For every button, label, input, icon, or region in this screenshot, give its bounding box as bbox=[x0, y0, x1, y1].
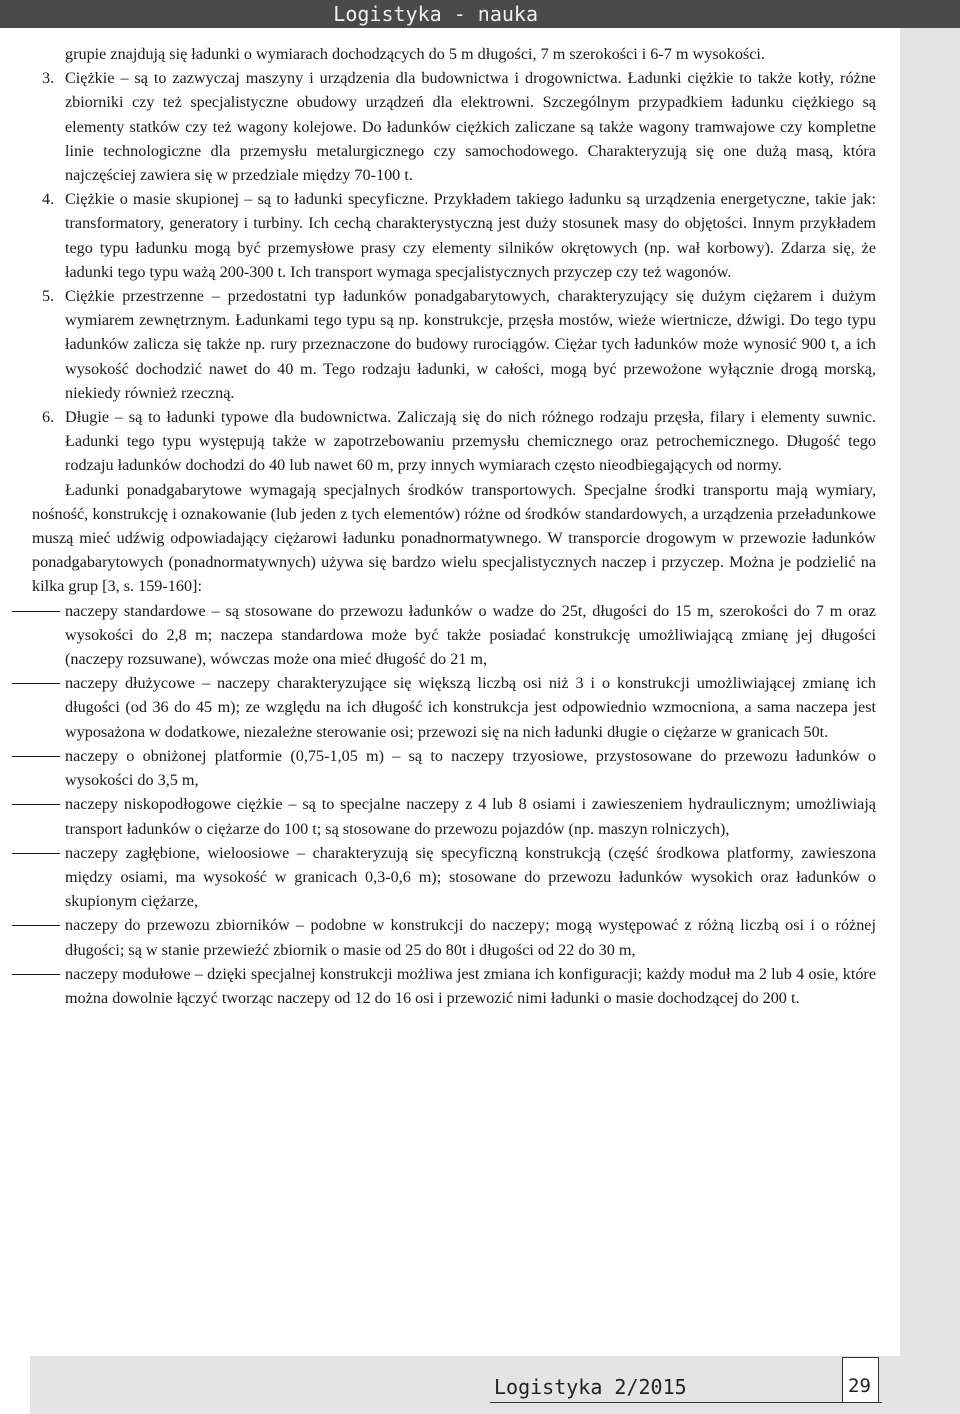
header-title: Logistyka - nauka bbox=[333, 2, 538, 26]
right-margin-shade bbox=[900, 28, 960, 1414]
list-item bbox=[32, 187, 876, 284]
dash-marker bbox=[12, 974, 60, 975]
list-number: 4. bbox=[42, 190, 55, 209]
footer-rule bbox=[490, 1402, 882, 1403]
body-paragraph: Ładunki ponadgabarytowe wymagają specjalnych środków transportowych. Specjalne środki transportu mają wymiary, nośność, konstrukcję i oznakowanie (lub jeden z tych elementów) różne od środków standardowych, a urządzenia przeładunkowe muszą mieć udźwig odpowiadający ciężarowi ładunku ponadnormatywnego. W transporcie drogowym w przewozie ładunków ponadgabarytowych (ponadnormatywnych) używa się bardzo wielu specjalistycznych naczep i przyczep. Można je podzielić na kilka grup [3, s. 159-160]: bbox=[32, 480, 876, 596]
dash-marker bbox=[12, 853, 60, 854]
footer-journal: Logistyka 2/2015 bbox=[494, 1375, 687, 1399]
dash-list-item bbox=[32, 671, 876, 744]
dash-text: naczepy niskopodłogowe ciężkie – są to specjalne naczepy z 4 lub 8 osiami i zawieszeniem hydraulicznym; umożliwiają transport ładunków o ciężarze do 100 t; są stosowane do przewozu pojazdów (np. maszyn rolniczych), bbox=[65, 795, 876, 838]
list-number: 5. bbox=[42, 287, 55, 306]
dash-marker bbox=[12, 611, 60, 612]
dash-text: naczepy standardowe – są stosowane do przewozu ładunków o wadze do 25t, długości do 15 m, szerokości do 7 m oraz wysokości do 2,8 m; naczepa standardowa może być także posiadać konstrukcję umożliwiającą zmianę jej długości (naczepy rozsuwane), wówczas może ona mieć długość do 21 m, bbox=[65, 601, 876, 669]
top-banner bbox=[0, 0, 960, 28]
list-text: Ciężkie – są to zazwyczaj maszyny i urządzenia dla budownictwa i drogownictwa. Ładunki ciężkie to także kotły, różne zbiorniki czy też specjalistyczne obudowy urządzeń dla elektrowni. Szczególnym przypadkiem ładunku ciężkiego są elementy statków czy też wagony kolejowe. Do ładunków ciężkich zaliczane są także wagony tramwajowe czy kompletne linie technologiczne dla przemysłu metalurgicznego czy samochodowego. Charakteryzują się one dużą masą, która najczęściej zawiera się w przedziale między 70-100 t. bbox=[65, 69, 876, 185]
dash-list-item bbox=[32, 792, 876, 840]
list-number: 3. bbox=[42, 69, 55, 88]
list-number: 6. bbox=[42, 408, 55, 427]
list-item bbox=[32, 284, 876, 405]
intro-paragraph: grupie znajdują się ładunki o wymiarach dochodzących do 5 m długości, 7 m szerokości i 6-7 m wysokości. bbox=[65, 45, 765, 63]
list-text: Ciężkie przestrzenne – przedostatni typ ładunków ponadgabarytowych, charakteryzujący się dużym ciężarem i dużym wymiarem zewnętrznym. Ładunkami tego typu są np. konstrukcje, przęsła mostów, wieże wiertnicze, dźwigi. Do tego typu ładunków zalicza się także np. rury przeznaczone do budowy rurociągów. Ciężar tych ładunków może wynosić 900 t, a ich wysokość dochodzić nawet do 40 m. Tego rodzaju ładunki, w całości, mogą być przewożone wyłącznie drogą morską, niekiedy również rzeczną. bbox=[65, 287, 876, 402]
dash-text: naczepy do przewozu zbiorników – podobne w konstrukcji do naczepy; mogą występować z różną liczbą osi i o różnej długości; są w stanie przewieźć zbiornik o masie od 25 do 80t i długości od 22 do 30 m, bbox=[65, 916, 876, 959]
dash-list-item bbox=[32, 913, 876, 961]
dash-text: naczepy zagłębione, wieloosiowe – charakteryzują się specyficzną konstrukcją (część środkowa platformy, zawieszona między osiami, ma wysokość w granicach 0,3-0,6 m); stosowane do przewozu ładunków wysokich oraz ładunków o skupionym ciężarze, bbox=[65, 843, 876, 911]
dash-text: naczepy dłużycowe – naczepy charakteryzujące się większą liczbą osi niż 3 i o konstrukcji umożliwiającej zmianę ich długości (od 36 do 45 m); ze względu na ich długość ich konstrukcja jest odpowiednio wzmocniona, a sama naczepa jest wyposażona w dodatkowe, niezależne sterowanie osi; przewozi się na nich ładunki długie o ciężarze w granicach 50t. bbox=[65, 674, 876, 741]
dash-list-item bbox=[32, 744, 876, 792]
footer-shade bbox=[30, 1356, 900, 1414]
dash-marker bbox=[12, 683, 60, 684]
dash-text: naczepy o obniżonej platformie (0,75-1,05 m) – są to naczepy trzyosiowe, przystosowane do przewozu ładunków o wysokości do 3,5 m, bbox=[65, 746, 876, 790]
dash-list-item bbox=[32, 962, 876, 1010]
list-item bbox=[32, 405, 876, 478]
dash-marker bbox=[12, 804, 60, 805]
list-item bbox=[32, 66, 876, 187]
page-number: 29 bbox=[848, 1375, 871, 1397]
dash-list-item bbox=[32, 599, 876, 672]
list-text: Ciężkie o masie skupionej – są to ładunki specyficzne. Przykładem takiego ładunku są urządzenia energetyczne, takie jak: transformatory, generatory i turbiny. Ich cechą charakterystyczną jest duży stosunek masy do objętości. Innym przykładem tego typu ładunku mogą być przemysłowe prasy czy elementy silników okrętowych (np. wał korbowy). Zdarza się, że ładunki tego typu ważą 200-300 t. Ich transport wymaga specjalistycznych przyczep czy też wagonów. bbox=[65, 190, 876, 281]
list-text: Długie – są to ładunki typowe dla budownictwa. Zaliczają się do nich różnego rodzaju przęsła, filary i elementy suwnic. Ładunki tego typu występują także w zapotrzebowaniu przemysłu chemicznego oraz petrochemicznego. Długość tego rodzaju ładunków dochodzi do 40 lub nawet 60 m, przy innych wymiarach często nieodbiegających od normy. bbox=[65, 408, 876, 475]
dash-marker bbox=[12, 925, 60, 926]
dash-list-item bbox=[32, 841, 876, 914]
dash-marker bbox=[12, 756, 60, 757]
dash-text: naczepy modułowe – dzięki specjalnej konstrukcji możliwa jest zmiana ich konfiguracji; każdy moduł ma 2 lub 4 osie, które można dowolnie łączyć tworząc naczepy od 12 do 16 osi i przewozić nimi ładunki o masie dochodzącej do 200 t. bbox=[65, 964, 876, 1007]
article-body bbox=[32, 42, 876, 1010]
